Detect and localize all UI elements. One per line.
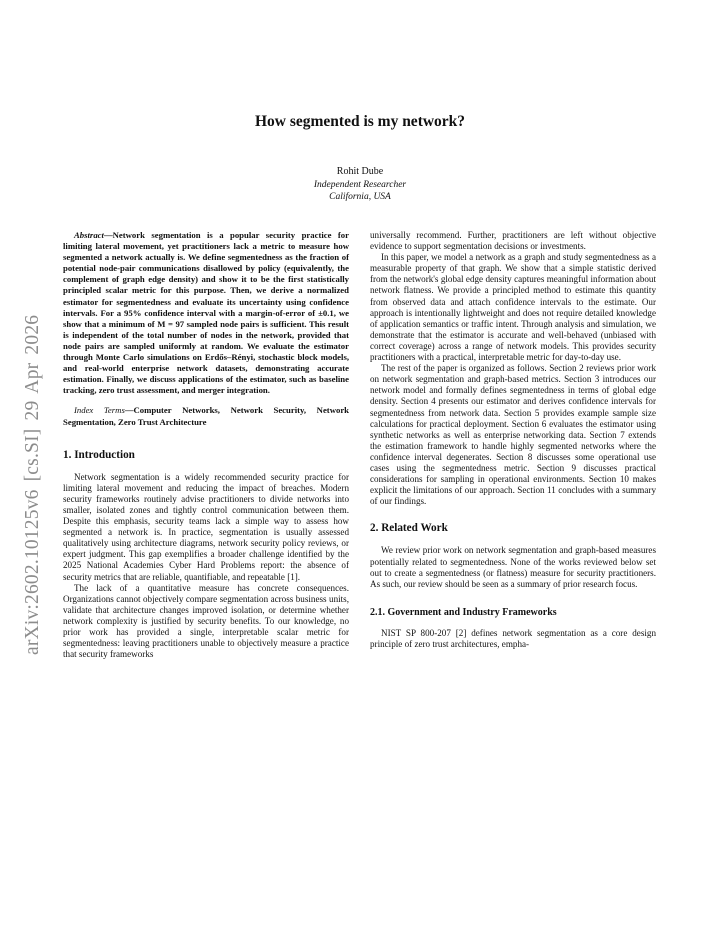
right-column [370, 230, 656, 650]
intro-paragraph-5: The rest of the paper is organized as follows. Section 2 reviews prior work on network segmentation and graph-based metrics. Section 3 introduces our network model and formally defines segmentedness in terms of global edge density. Section 4 presents our estimator and derives confidence intervals for segmentedness from network data. Section 5 provides example sample size calculations for practical deployment. Section 6 evaluates the estimator using synthetic networks as well as enterprise networking data. Section 7 extends the estimation framework to handle highly segmented networks where the confidence interval degenerates. Section 8 discusses some operational use cases using the segmentedness metric. Section 9 discusses practical considerations for sampling in operational environments. Section 10 makes explicit the limitations of our approach. Section 11 concludes with a summary of our findings. [370, 363, 656, 507]
section-heading-related-work: 2. Related Work [370, 522, 448, 535]
section-heading-introduction: 1. Introduction [63, 448, 135, 461]
index-terms [63, 405, 349, 427]
abstract-text: —Network segmentation is a popular security practice for limiting lateral movement, yet practitioners lack a metric to measure how segmented a network actually is. We define segmentedness as the fraction of potential node-pair communications disallowed by policy (equivalently, the complement of graph edge density) and show it to be the first statistically principled scalar metric for this purpose. Then, we derive a normalized estimator for segmentedness and evaluate its uncertainty using confidence intervals. For a 95% confidence interval with a margin-of-error of ±0.1, we show that a minimum of M = 97 sampled node pairs is sufficient. This result is independent of the total number of nodes in the network, provided that node pairs are sampled uniformly at random. We evaluate the estimator through Monte Carlo simulations on Erdős–Rényi, stochastic block models, and real-world enterprise network datasets, demonstrating accurate estimation. Finally, we discuss applications of the estimator, such as baseline tracking, zero trust assessment, and merger integration. [63, 230, 349, 396]
intro-paragraph-1: Network segmentation is a widely recommended security practice for limiting lateral movement and reducing the impact of breaches. Modern security frameworks routinely advise practitioners to divide networks into smaller, isolated zones and tightly control communication between them. Despite this emphasis, security teams lack a simple way to assess how segmented a network is. In practice, segmentation is usually assessed qualitatively using architecture diagrams, network security policy reviews, or expert judgment. This gap exemplifies a broader challenge identified by the 2025 National Academies Cyber Hard Problems report: the absence of security metrics that are reliable, quantifiable, and repeatable [1]. [63, 471, 349, 582]
author-name: Rohit Dube [336, 166, 384, 177]
intro-paragraph-2: The lack of a quantitative measure has concrete consequences. Organizations cannot objectively compare segmentation across business units, validate that architecture changes improved isolation, or determine whether network complexity is justified by security benefits. To our knowledge, no prior work has provided a single, interpretable scalar metric for segmentedness: leaving practitioners unable to objectively measure a practice that security frameworks [63, 582, 349, 660]
related-work-paragraph-1: We review prior work on network segmentation and graph-based measures potentially related to segmentedness. None of the works reviewed below set out to create a segmentedness (or flatness) measure for security practitioners. As such, our review should be seen as a summary of prior research focus. [370, 545, 656, 589]
author-block [0, 166, 720, 204]
intro-paragraph-4: In this paper, we model a network as a graph and study segmentedness as a measurable property of that graph. We show that a simple statistic derived from the network's global edge density captures meaningful information about network flatness. We provide a principled method to estimate this quantity from observed data and attach confidence intervals to the estimate. Our approach is intentionally lightweight and does not require detailed knowledge of application semantics or traffic intent. Through analysis and simulation, we demonstrate that the estimator is accurate and well-behaved (unbiased with correct coverage) across a range of network models. This provides security practitioners with a practical, interpretable metric for day-to-day use. [370, 252, 656, 363]
author-location: California, USA [329, 192, 391, 202]
index-terms-label: Index Terms [74, 405, 125, 416]
arxiv-identifier-stamp: arXiv:2602.10125v6 [cs.SI] 29 Apr 2026 [22, 314, 43, 655]
left-column [63, 230, 349, 660]
author-affiliation: Independent Researcher [313, 179, 407, 190]
index-terms-text: —Computer Networks, Network Security, Network Segmentation, Zero Trust Architecture [63, 405, 350, 427]
intro-paragraph-3-continued: universally recommend. Further, practitioners are left without objective evidence to support segmentation decisions or investments. [370, 230, 656, 252]
paper-title: How segmented is my network? [254, 113, 466, 130]
abstract [63, 230, 349, 396]
frameworks-paragraph-1: NIST SP 800-207 [2] defines network segmentation as a core design principle of zero trust architectures, empha- [370, 627, 656, 649]
abstract-label: Abstract [74, 230, 104, 240]
subsection-heading-frameworks: 2.1. Government and Industry Frameworks [370, 606, 557, 618]
